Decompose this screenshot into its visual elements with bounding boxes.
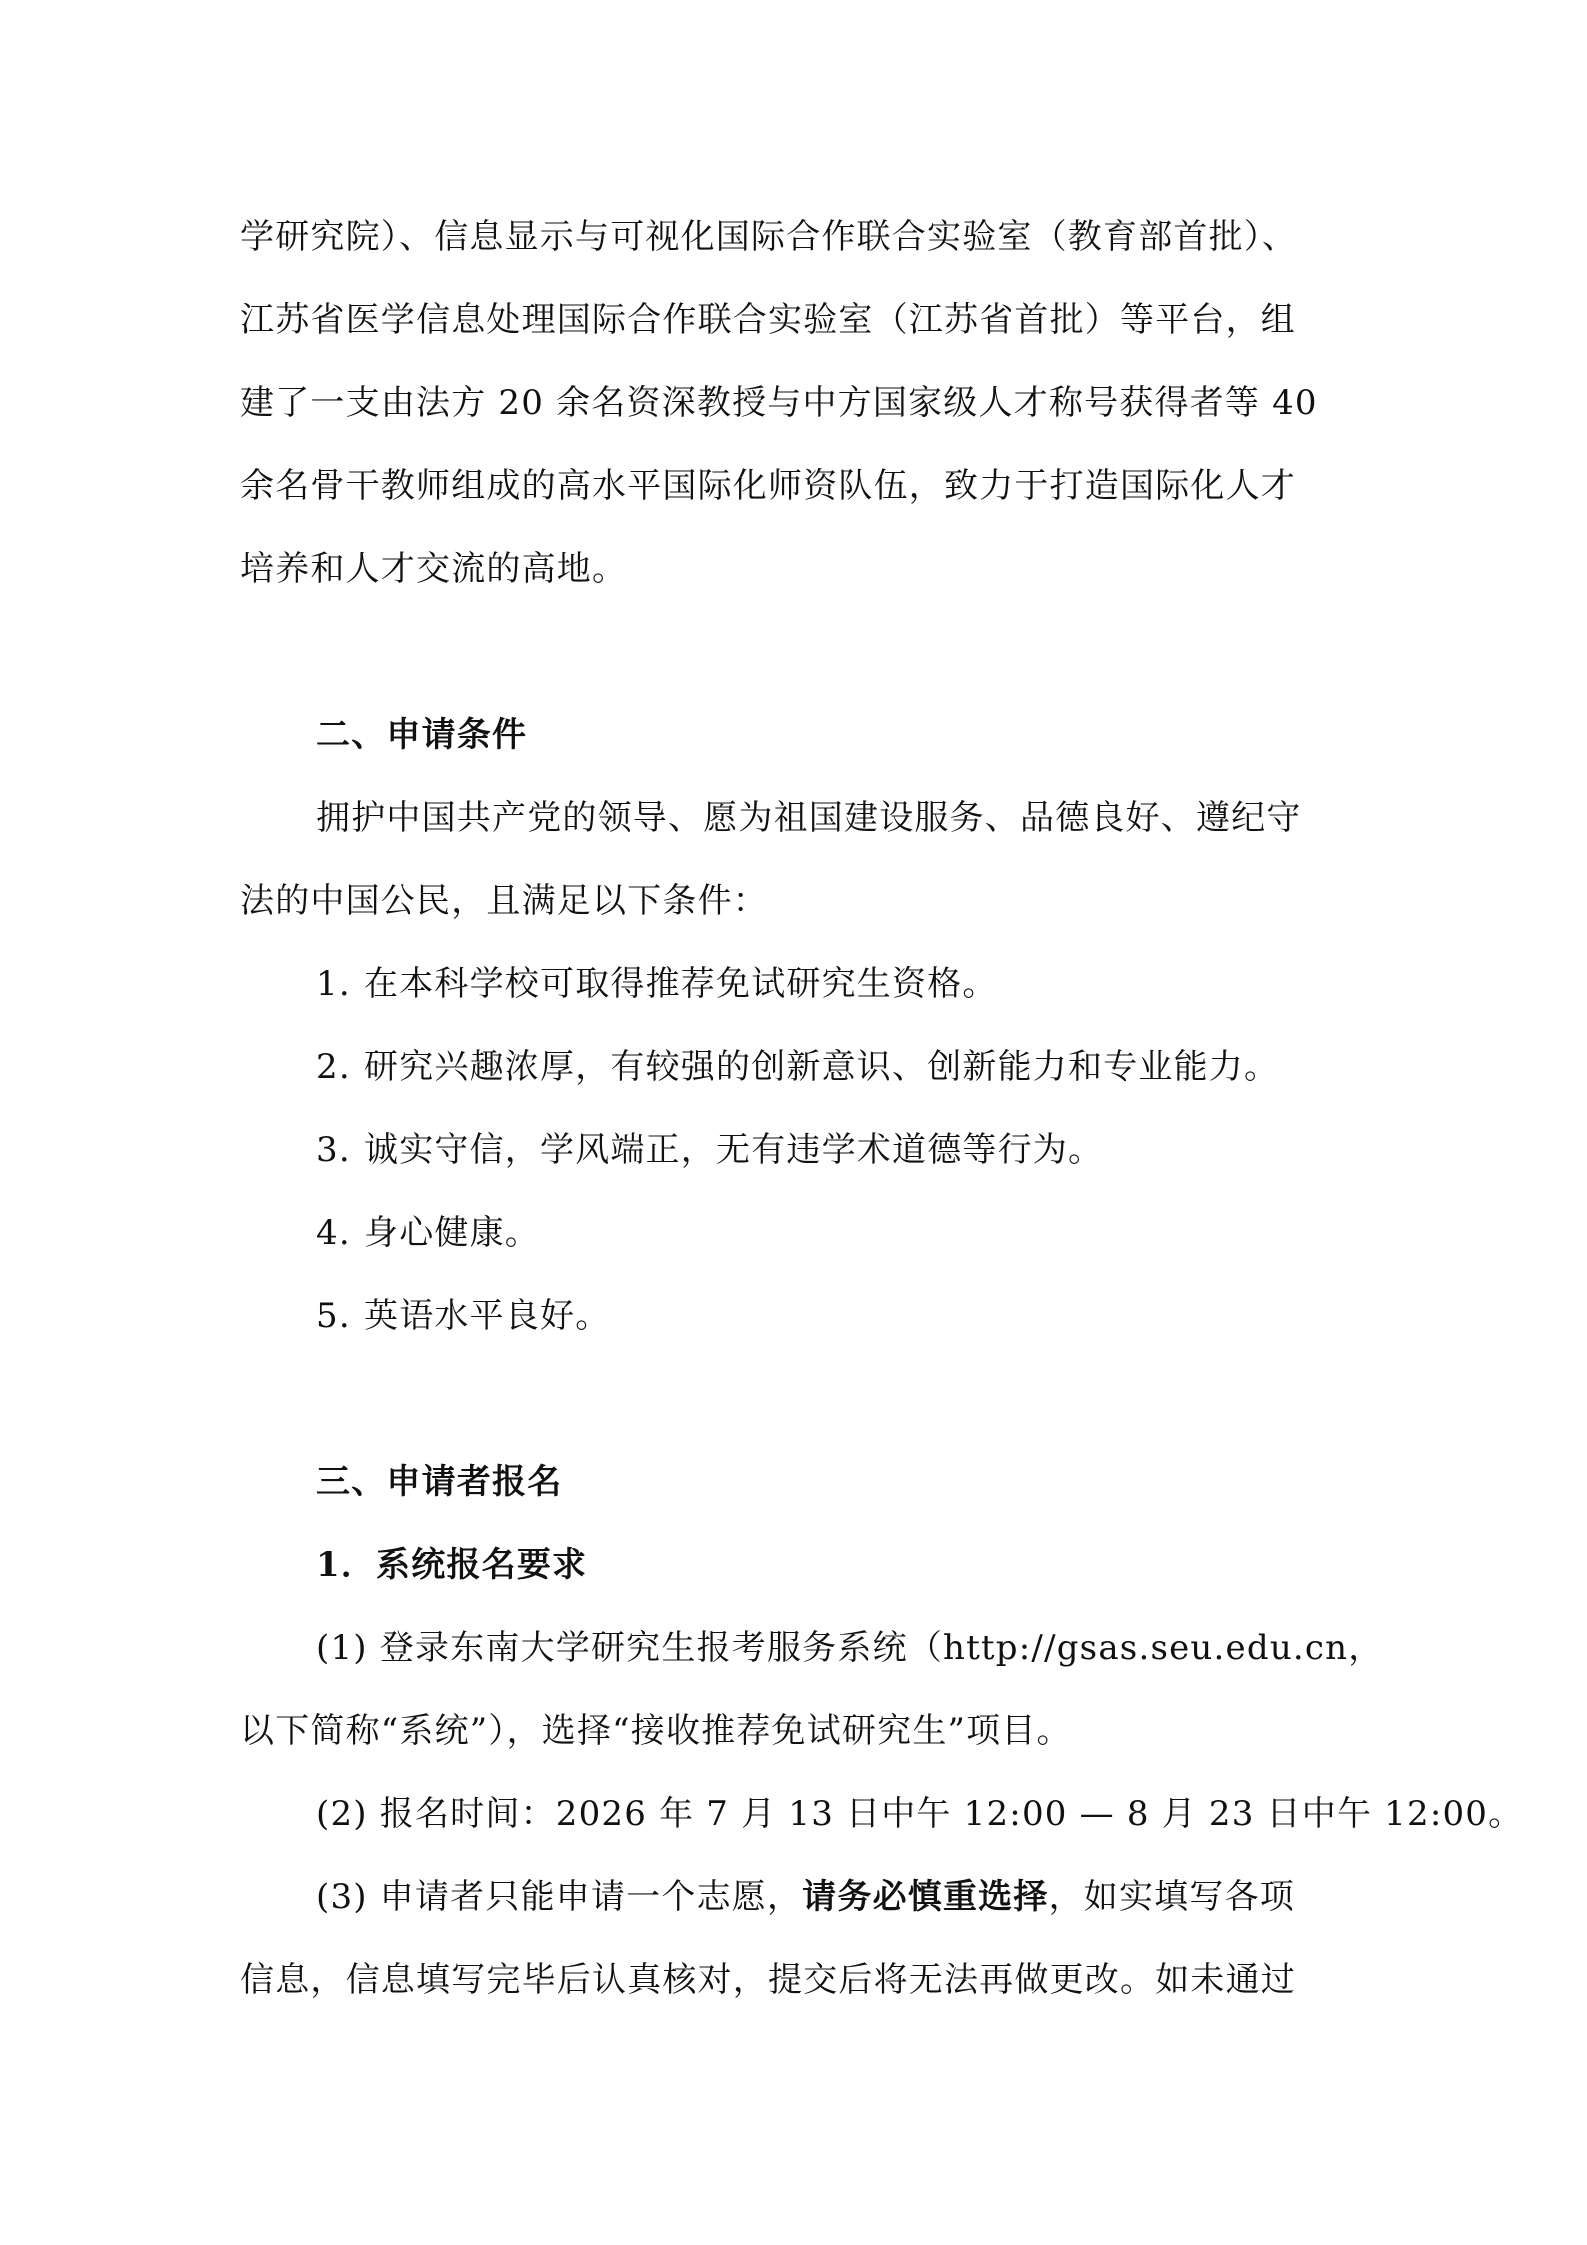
paragraph-text: ，如实填写各项	[1048, 1877, 1295, 1917]
paragraph-line: 以下简称“系统”），选择“接收推荐免试研究生”项目。	[240, 1711, 1072, 1751]
list-item-text: 诚实守信，学风端正，无有违学术道德等行为。	[364, 1130, 1104, 1170]
section-spacer	[240, 611, 1350, 694]
section-heading: 二、申请条件	[316, 715, 528, 755]
document-body	[240, 196, 1524, 2022]
list-item-number: 2.	[316, 1047, 351, 1087]
list-item-text: 英语水平良好。	[364, 1296, 611, 1336]
paragraph-line: 学研究院）、信息显示与可视化国际合作联合实验室（教育部首批）、	[240, 217, 1298, 257]
list-item	[240, 1026, 1350, 1109]
intro-paragraph	[240, 196, 1350, 611]
list-item	[240, 1192, 1350, 1275]
list-item-text: 在本科学校可取得推荐免试研究生资格。	[364, 964, 998, 1004]
list-item-number: 5.	[316, 1296, 351, 1336]
section-spacer	[240, 1358, 1350, 1441]
paragraph-text: (3) 申请者只能申请一个志愿，	[316, 1877, 803, 1917]
paragraph-line: 信息，信息填写完毕后认真核对，提交后将无法再做更改。如未通过	[240, 1960, 1296, 2000]
list-item	[240, 1109, 1350, 1192]
paragraph-line: 余名骨干教师组成的高水平国际化师资队伍，致力于打造国际化人才	[240, 466, 1296, 506]
subsection-heading: 1．系统报名要求	[316, 1545, 588, 1585]
paragraph-line: (2) 报名时间：2026 年 7 月 13 日中午 12:00 — 8 月 23 日中午 12:00。	[316, 1794, 1524, 1834]
paragraph-line: (1) 登录东南大学研究生报考服务系统（http://gsas.seu.edu.cn，	[316, 1628, 1384, 1668]
paragraph-line	[240, 1856, 1350, 1939]
list-item-text: 身心健康。	[364, 1213, 540, 1253]
list-item-number: 1.	[316, 964, 351, 1004]
paragraph-line: 培养和人才交流的高地。	[240, 549, 628, 589]
list-item	[240, 943, 1350, 1026]
section-applicant-registration	[240, 1441, 1524, 2022]
paragraph-line: 拥护中国共产党的领导、愿为祖国建设服务、品德良好、遵纪守	[316, 798, 1302, 838]
paragraph-line: 建了一支由法方 20 余名资深教授与中方国家级人才称号获得者等 40	[240, 383, 1318, 423]
paragraph-line: 江苏省医学信息处理国际合作联合实验室（江苏省首批）等平台，组	[240, 300, 1296, 340]
list-item-number: 3.	[316, 1130, 351, 1170]
list-item	[240, 1275, 1350, 1358]
section-heading: 三、申请者报名	[316, 1462, 563, 1502]
section-application-conditions	[240, 694, 1350, 1358]
emphasis-text: 请务必慎重选择	[802, 1877, 1049, 1917]
list-item-text: 研究兴趣浓厚，有较强的创新意识、创新能力和专业能力。	[364, 1047, 1280, 1087]
list-item-number: 4.	[316, 1213, 351, 1253]
paragraph-line: 法的中国公民，且满足以下条件：	[240, 881, 768, 921]
